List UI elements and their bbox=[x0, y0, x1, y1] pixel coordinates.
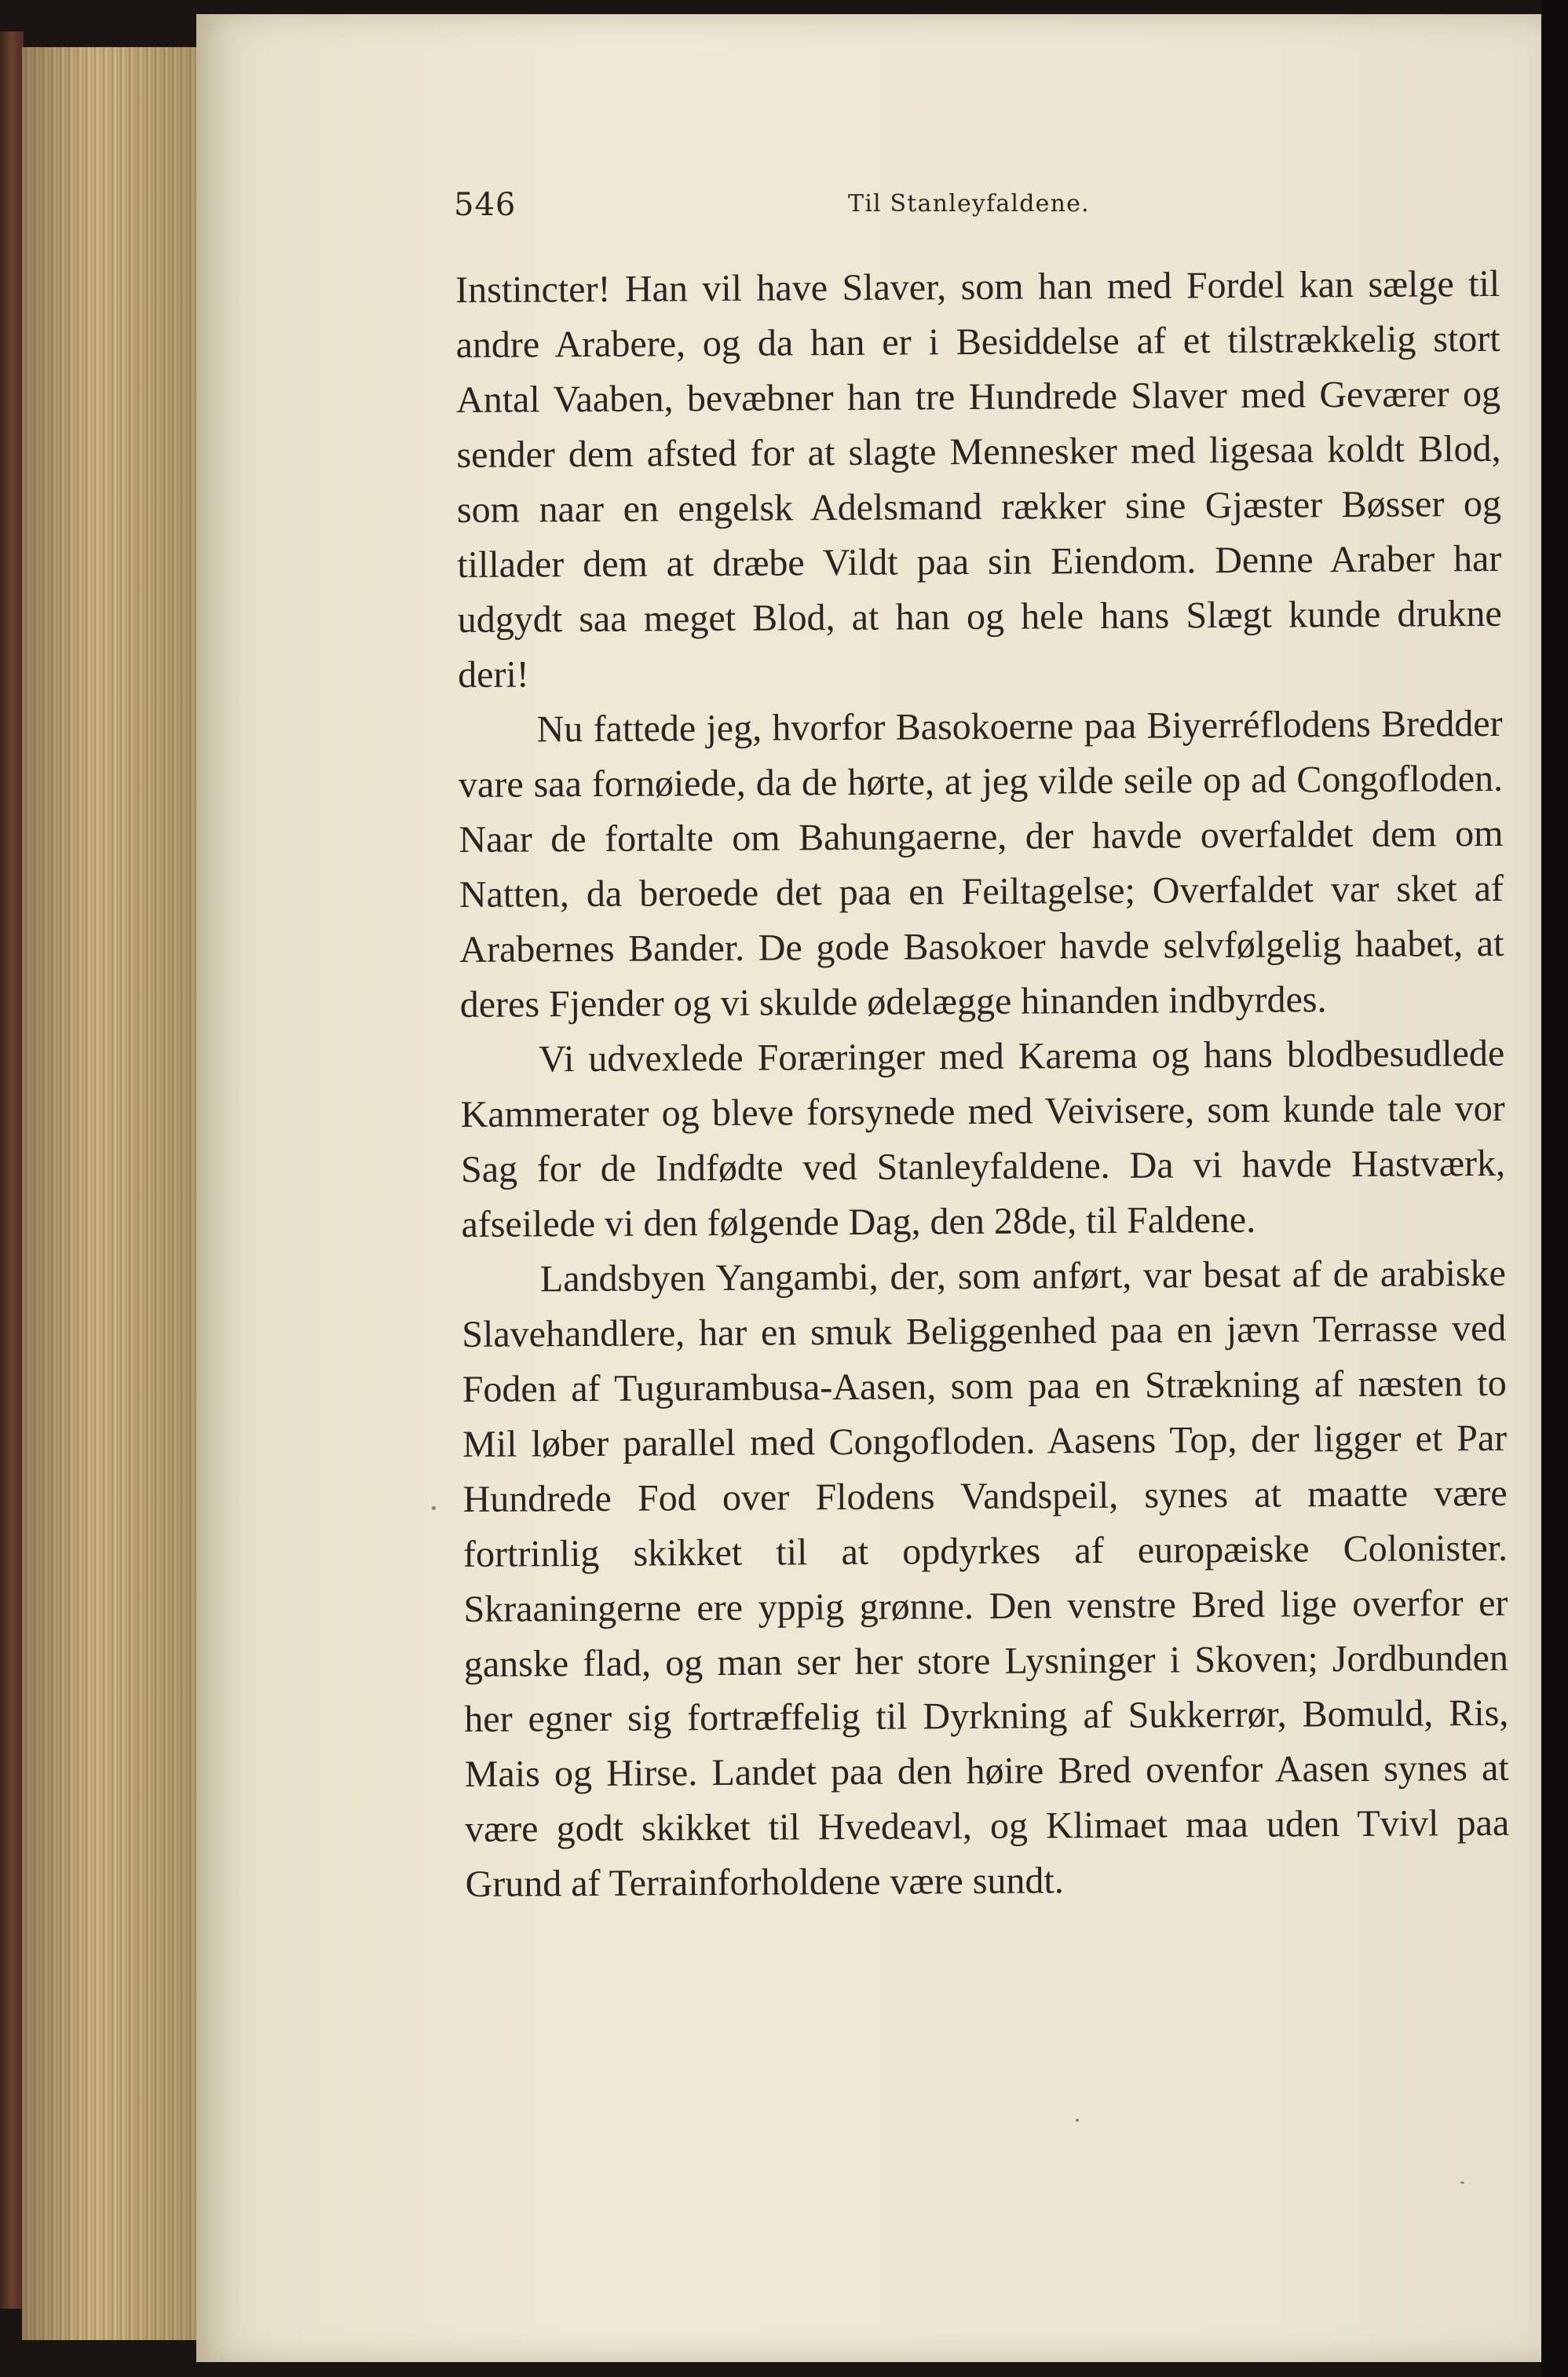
page-number: 546 bbox=[454, 187, 517, 223]
book-cover-edge bbox=[0, 31, 24, 2309]
scan-background-edge bbox=[1541, 0, 1568, 2377]
body-text bbox=[455, 257, 1510, 1912]
paragraph-3: Vi udvexlede Foræringer med Karema og hans blodbesudlede Kammerater og bleve forsynede med Veivisere, som kunde tale vor Sag for de Indfødte ved Stanleyfaldene. Da vi havde Hastværk, afseilede vi den følgende Dag, den 28de, til Faldene. bbox=[460, 1032, 1506, 1245]
running-title: Til Stanleyfaldene. bbox=[848, 190, 1090, 218]
book-page-edges bbox=[22, 47, 203, 2340]
page-header bbox=[454, 187, 1396, 234]
paragraph-1: Instincter! Han vil have Slaver, som han med Fordel kan sælge til andre Arabere, og da han er i Besiddelse af et tilstrækkelig stort Antal Vaaben, bevæbner han tre Hundrede Slaver med Geværer og sender dem afsted for at slagte Mennesker med ligesaa koldt Blod, som naar en engelsk Adelsmand rækker sine Gjæster Bøsser og tillader dem at dræbe Vildt paa sin Eiendom. Denne Araber har udgydt saa meget Blod, at han og hele hans Slægt kunde drukne deri! bbox=[455, 262, 1502, 696]
paragraph-4: Landsbyen Yangambi, der, som anført, var besat af de arabiske Slavehandlere, har en smuk Beliggenhed paa en jævn Terrasse ved Foden af Tugurambusa-Aasen, som paa en Strækning af næsten to Mil løber parallel med Congofloden. Aasens Top, der ligger et Par Hundrede Fod over Flodens Vandspeil, synes at maatte være fortrinlig skikket til at opdyrkes af europæiske Colonister. Skraaningerne ere yppig grønne. Den venstre Bred lige overfor er ganske flad, og man ser her store Lysninger i Skoven; Jordbunden her egner sig fortræffelig til Dyrkning af Sukkerrør, Bomuld, Ris, Mais og Hirse. Landet paa den høire Bred ovenfor Aasen synes at være godt skikket til Hvedeavl, og Klimaet maa uden Tvivl paa Grund af Terrainforholdene være sundt. bbox=[462, 1252, 1510, 1905]
paragraph-2: Nu fattede jeg, hvorfor Basokoerne paa Biyerréflodens Bredder vare saa fornøiede, da de hørte, at jeg vilde seile op ad Congofloden. Naar de fortalte om Bahungaerne, der havde overfaldet dem om Natten, da beroede det paa en Feiltagelse; Overfaldet var sket af Arabernes Bander. De gode Basokoer havde selvfølgelig haabet, at deres Fjender og vi skulde ødelægge hinanden indbyrdes. bbox=[458, 702, 1504, 1026]
